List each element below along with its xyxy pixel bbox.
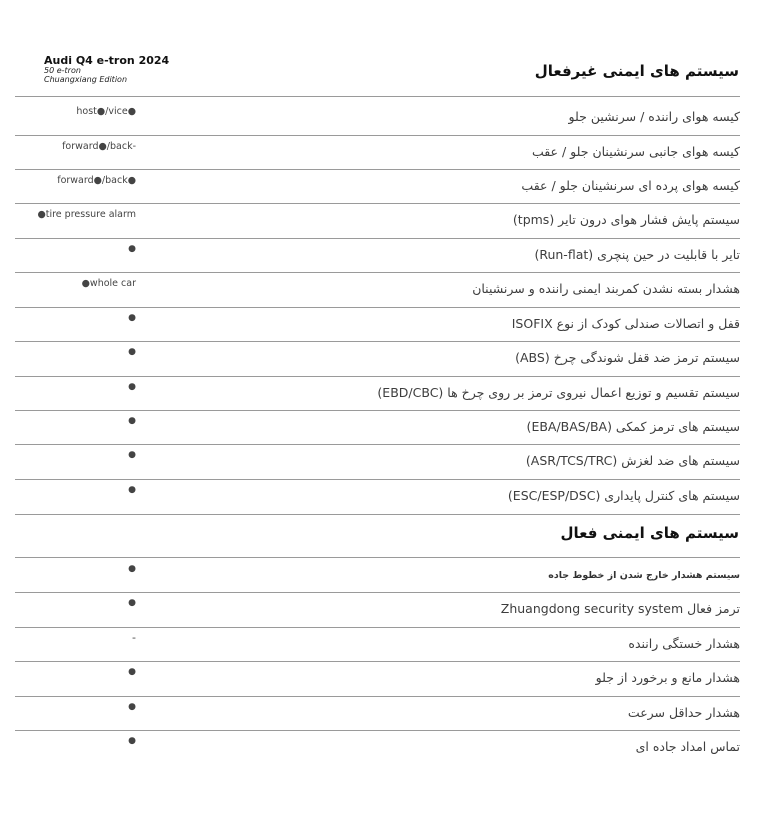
feature-label: کیسه هوای پرده ای سرنشینان جلو / عقب <box>521 178 740 193</box>
feature-value: ●whole car <box>81 278 136 289</box>
feature-label: سیستم هشدار خارج شدن از خطوط جاده <box>548 570 740 581</box>
section-title-active: سیستم های ایمنی فعال <box>560 524 739 542</box>
feature-label: سیستم های کنترل پایداری (ESC/ESP/DSC) <box>507 488 740 503</box>
divider <box>15 557 740 558</box>
feature-label: هشدار بسته نشدن کمربند ایمنی راننده و سرنشینان <box>472 281 740 296</box>
feature-value: ●tire pressure alarm <box>37 209 136 220</box>
feature-value: host●/vice● <box>76 106 136 117</box>
table-row <box>15 204 740 238</box>
table-row <box>15 136 740 170</box>
feature-value: ● <box>128 485 136 495</box>
feature-value: ● <box>128 416 136 426</box>
table-row <box>15 342 740 376</box>
model-edition: Chuangxiang Edition <box>44 75 128 84</box>
table-row <box>15 731 740 765</box>
table-row <box>15 593 740 627</box>
model-name: Audi Q4 e-tron 2024 <box>44 54 170 67</box>
table-row <box>15 445 740 479</box>
table-row <box>15 662 740 696</box>
feature-label: کیسه هوای راننده / سرنشین جلو <box>568 109 740 124</box>
feature-value: ● <box>128 564 136 574</box>
table-row <box>15 559 740 593</box>
table-row <box>15 273 740 307</box>
feature-label: تماس امداد جاده ای <box>635 739 740 754</box>
feature-value: ● <box>128 347 136 357</box>
divider <box>15 514 740 515</box>
table-row <box>15 170 740 204</box>
feature-value: forward●/back● <box>57 175 136 186</box>
feature-value: ● <box>128 667 136 677</box>
feature-value: ● <box>128 702 136 712</box>
feature-label: هشدار حداقل سرعت <box>627 705 740 720</box>
table-row <box>15 628 740 662</box>
feature-label: ترمز فعال Zhuangdong security system <box>500 601 740 616</box>
feature-value: - <box>132 631 136 644</box>
feature-value: ● <box>128 450 136 460</box>
table-row <box>15 308 740 342</box>
feature-value: ● <box>128 736 136 746</box>
divider <box>15 96 740 97</box>
feature-value: ● <box>128 244 136 254</box>
feature-label: کیسه هوای جانبی سرنشینان جلو / عقب <box>531 144 740 159</box>
feature-label: سیستم تقسیم و توزیع اعمال نیروی ترمز بر روی چرخ ها (EBD/CBC) <box>377 385 740 400</box>
table-row <box>15 377 740 411</box>
table-row <box>15 697 740 731</box>
model-trim: 50 e-tron <box>44 66 81 75</box>
feature-label: سیستم ترمز ضد قفل شوندگی چرخ (ABS) <box>515 350 740 365</box>
feature-value: forward●/back- <box>62 141 136 152</box>
feature-label: تایر با قابلیت در حین پنچری (Run-flat) <box>534 247 740 262</box>
table-row <box>15 101 740 135</box>
table-row <box>15 480 740 514</box>
feature-label: هشدار خستگی راننده <box>628 636 740 651</box>
feature-value: ● <box>128 598 136 608</box>
model-info <box>44 55 169 84</box>
feature-label: سیستم های ضد لغزش (ASR/TCS/TRC) <box>525 453 740 468</box>
feature-label: هشدار مانع و برخورد از جلو <box>595 670 740 685</box>
table-row <box>15 239 740 273</box>
feature-label: قفل و اتصالات صندلی کودک از نوع ISOFIX <box>511 316 740 331</box>
feature-label: سیستم پایش فشار هوای درون تایر (tpms) <box>512 212 740 227</box>
feature-value: ● <box>128 313 136 323</box>
section-title-passive: سیستم های ایمنی غیرفعال <box>534 62 739 80</box>
feature-value: ● <box>128 382 136 392</box>
table-row <box>15 411 740 445</box>
feature-label: سیستم های ترمز کمکی (EBA/BAS/BA) <box>526 419 740 434</box>
